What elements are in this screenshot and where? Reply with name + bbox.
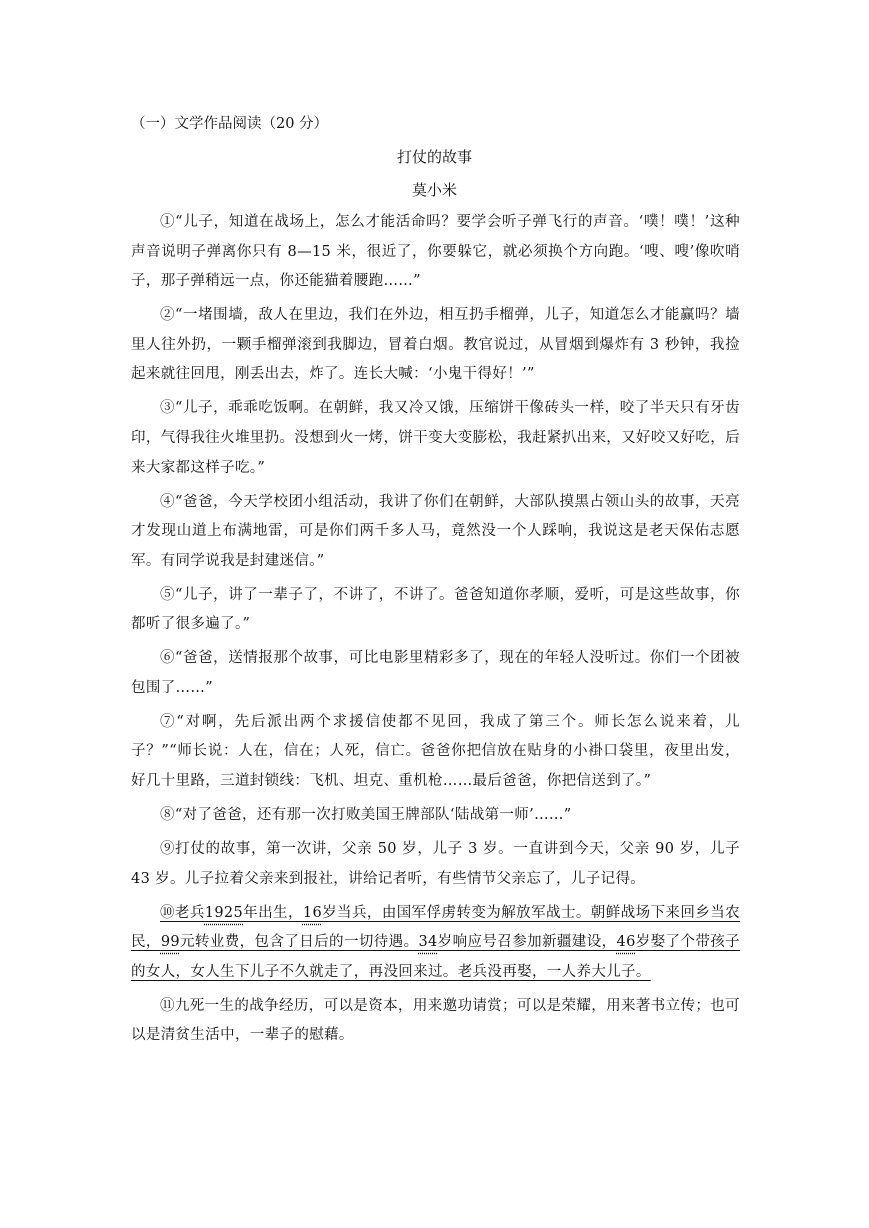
paragraph-6: ⑥“爸爸，送情报那个故事，可比电影里精彩多了，现在的年轻人没听过。你们一个团被包围了……” <box>131 650 740 696</box>
paragraph-4: ④“爸爸，今天学校团小组活动，我讲了你们在朝鲜，大部队摸黑占领山头的故事，天亮才发现山道上布满地雷，可是你们两千多人马，竟然没一个人踩响，我说这是老天保佑志愿军。有同学说我是封建迷信。” <box>131 493 740 569</box>
paragraph-10-underlined <box>131 899 740 988</box>
paragraph-8: ⑧“对了爸爸，还有那一次打败美国王牌部队‘陆战第一师’……” <box>160 807 572 824</box>
p10-number-marriage-age: 46 <box>616 934 636 951</box>
p10-number-allowance: 99 <box>160 934 180 951</box>
p10-text-d: 元转业费，包含了日后的一切待遇。 <box>179 934 419 951</box>
p10-text-f: 岁娶了个带孩子的女人，女人生下儿子不久就走了，再没回来过。老兵没再娶，一人养大儿子。 <box>131 934 740 980</box>
paragraph-5: ⑤“儿子，讲了一辈子了，不讲了，不讲了。爸爸知道你孝顺，爱听，可是这些故事，你都听了很多遍了。” <box>131 586 740 633</box>
p10-text-e: 岁响应号召参加新疆建设， <box>437 934 617 951</box>
p10-text-a: ⑩老兵 <box>160 904 205 921</box>
paragraph-3: ③“儿子，乖乖吃饭啊。在朝鲜，我又冷又饿，压缩饼干像砖头一样，咬了半天只有牙齿印，气得我往火堆里扔。没想到火一烤，饼干变大变膨松，我赶紧扒出来，又好咬又好吃，后来大家都这样子吃。” <box>131 400 740 476</box>
paragraph-2: ②“一堵围墙，敌人在里边，我们在外边，相互扔手榴弹，儿子，知道怎么才能赢吗？墙里人往外扔，一颗手榴弹滚到我脚边，冒着白烟。教官说过，从冒烟到爆炸有 3 秒钟，我捡起来就往回甩，刚丢出去，炸了。连长大喊：‘小鬼干得好！’” <box>131 307 740 383</box>
paragraph-9: ⑨打仗的故事，第一次讲，父亲 50 岁，儿子 3 岁。一直讲到今天，父亲 90 岁，儿子 43 岁。儿子拉着父亲来到报社，讲给记者听，有些情节父亲忘了，儿子记得。 <box>131 841 740 887</box>
p10-number-xinjiang-age: 34 <box>418 934 438 951</box>
paragraph-7: ⑦“对啊，先后派出两个求援信使都不见回，我成了第三个。师长怎么说来着，儿子？”“师长说：人在，信在；人死，信亡。爸爸你把信放在贴身的小褂口袋里，夜里出发，好几十里路，三道封锁线：飞机、坦克、重机枪……最后爸爸，你把信送到了。” <box>131 713 740 790</box>
p10-text-c: 岁当兵，由国军俘虏转变为解放军战士。朝鲜战场下来回乡当农民， <box>131 904 740 951</box>
p10-number-birth-year: 1925 <box>204 904 244 921</box>
article-author: 莫小米 <box>411 181 457 199</box>
p10-text-b: 年出生， <box>243 904 303 921</box>
paragraph-11: ⑪九死一生的战争经历，可以是资本，用来邀功请赏；可以是荣耀，用来著书立传；也可以是清贫生活中，一辈子的慰藉。 <box>131 997 740 1044</box>
section-heading: （一）文学作品阅读（20 分） <box>131 116 329 132</box>
paragraph-1: ①“儿子，知道在战场上，怎么才能活命吗？要学会听子弹飞行的声音。‘噗！噗！’这种声音说明子弹离你只有 8—15 米，很近了，你要躲它，就必须换个方向跑。‘嗖、嗖’像吹哨子，那子弹稍远一点，你还能猫着腰跑……” <box>131 214 740 290</box>
article-body <box>131 208 740 1055</box>
article-title: 打仗的故事 <box>396 148 472 166</box>
p10-number-enlist-age: 16 <box>302 904 323 921</box>
